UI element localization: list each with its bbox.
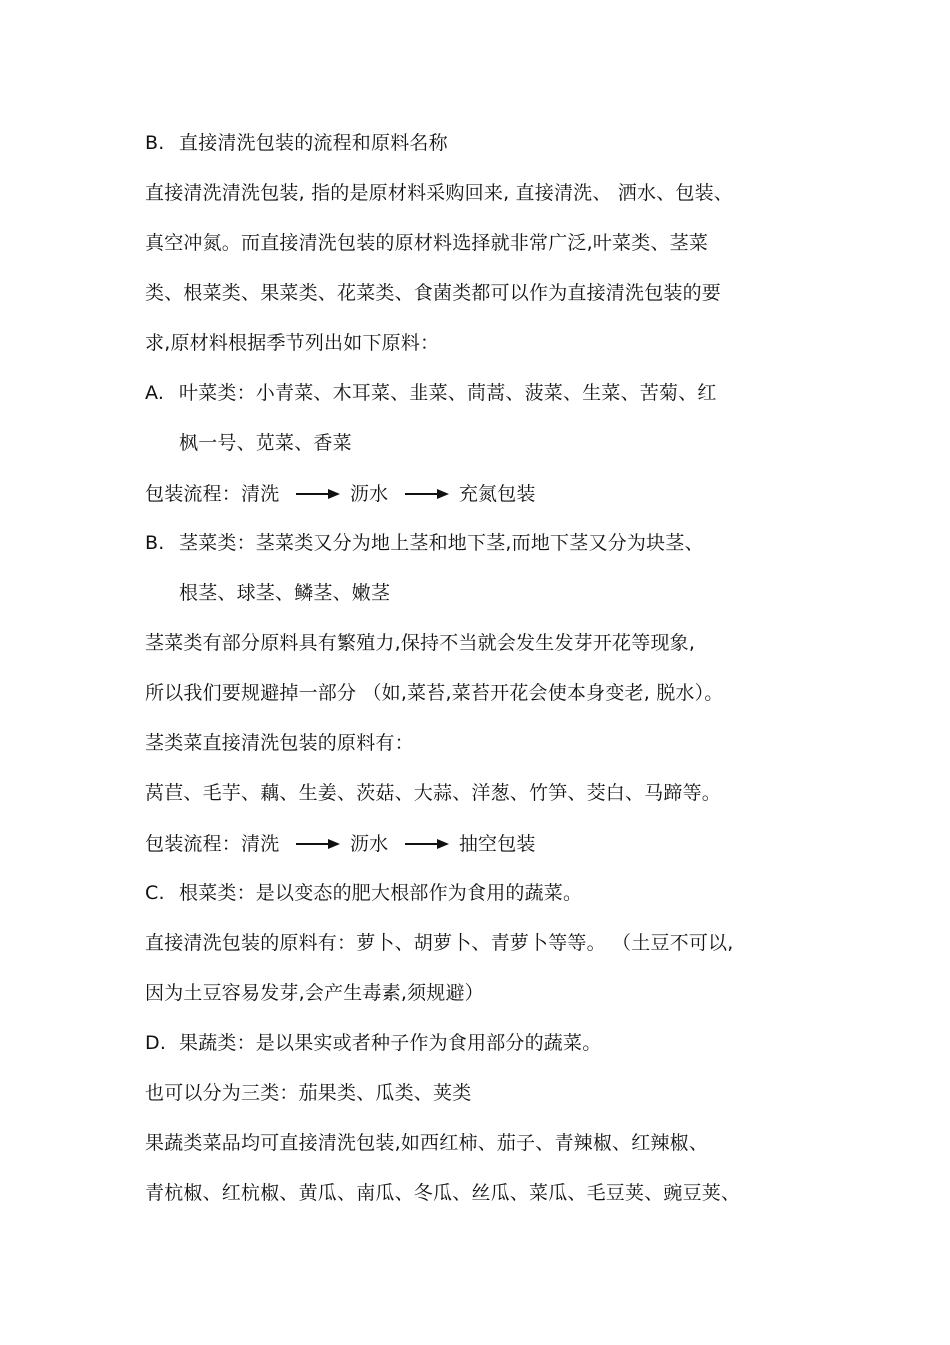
section-b-para-1: 茎菜类有部分原料具有繁殖力,保持不当就会发生发芽开花等现象,	[145, 632, 696, 654]
section-d-para-2: 果蔬类菜品均可直接清洗包装,如西红柿、茄子、青辣椒、红辣椒、	[145, 1132, 709, 1154]
section-a-label: A.	[145, 382, 165, 404]
section-d-para-1: 也可以分为三类：茄果类、瓜类、荚类	[145, 1082, 472, 1104]
flow-step-drain: 沥水	[349, 832, 389, 855]
arrow-right-icon	[296, 487, 340, 501]
heading-b-text: 直接清洗包装的流程和原料名称	[179, 132, 448, 154]
arrow-right-icon	[405, 837, 449, 851]
flow-prefix: 包装流程：清洗	[145, 482, 280, 505]
section-b-para-4: 莴苣、毛芋、藕、生姜、茨菇、大蒜、洋葱、竹笋、茭白、马蹄等。	[145, 782, 722, 804]
flow-prefix: 包装流程：清洗	[145, 832, 280, 855]
section-b-flow	[145, 831, 536, 856]
section-c-para-1: 直接清洗包装的原料有：萝卜、胡萝卜、青萝卜等等。 （土豆不可以,	[145, 932, 734, 954]
section-a-text: 叶菜类：小青菜、木耳菜、韭菜、茼蒿、菠菜、生菜、苦菊、红	[179, 382, 717, 404]
section-d-heading	[145, 1031, 601, 1055]
section-d-text: 果蔬类：是以果实或者种子作为食用部分的蔬菜。	[179, 1032, 602, 1054]
intro-line-4: 求,原材料根据季节列出如下原料：	[145, 332, 440, 354]
section-a-continuation: 枫一号、苋菜、香菜	[179, 432, 352, 454]
section-b-label: B.	[145, 532, 165, 554]
section-c-heading	[145, 881, 582, 905]
section-c-text: 根菜类：是以变态的肥大根部作为食用的蔬菜。	[179, 882, 583, 904]
section-b-heading	[145, 531, 704, 555]
section-b-para-2: 所以我们要规避掉一部分 （如,菜苔,菜苔开花会使本身变老, 脱水）。	[145, 682, 724, 704]
section-d-label: D.	[145, 1032, 167, 1054]
section-b-para-3: 茎类菜直接清洗包装的原料有：	[145, 732, 414, 754]
arrow-right-icon	[405, 487, 449, 501]
intro-line-1: 直接清洗清洗包装, 指的是原材料采购回来, 直接清洗、 洒水、包装、	[145, 182, 733, 204]
section-a-heading	[145, 381, 717, 405]
flow-step-pack: 抽空包装	[458, 832, 536, 855]
section-c-para-2: 因为土豆容易发芽,会产生毒素,须规避）	[145, 982, 484, 1004]
flow-step-drain: 沥水	[349, 482, 389, 505]
flow-step-pack: 充氮包装	[458, 482, 536, 505]
arrow-right-icon	[296, 837, 340, 851]
section-a-flow	[145, 481, 536, 506]
heading-b	[145, 131, 448, 155]
section-d-para-3: 青杭椒、红杭椒、黄瓜、南瓜、冬瓜、丝瓜、菜瓜、毛豆荚、豌豆荚、	[145, 1182, 741, 1204]
intro-line-3: 类、根菜类、果菜类、花菜类、食菌类都可以作为直接清洗包装的要	[145, 282, 722, 304]
section-b-continuation: 根茎、球茎、鳞茎、嫩茎	[179, 582, 391, 604]
intro-line-2: 真空冲氮。而直接清洗包装的原材料选择就非常广泛,叶菜类、茎菜	[145, 232, 709, 254]
section-c-label: C.	[145, 882, 165, 904]
section-b-text: 茎菜类：茎菜类又分为地上茎和地下茎,而地下茎又分为块茎、	[179, 532, 704, 554]
heading-b-label: B.	[145, 132, 165, 154]
